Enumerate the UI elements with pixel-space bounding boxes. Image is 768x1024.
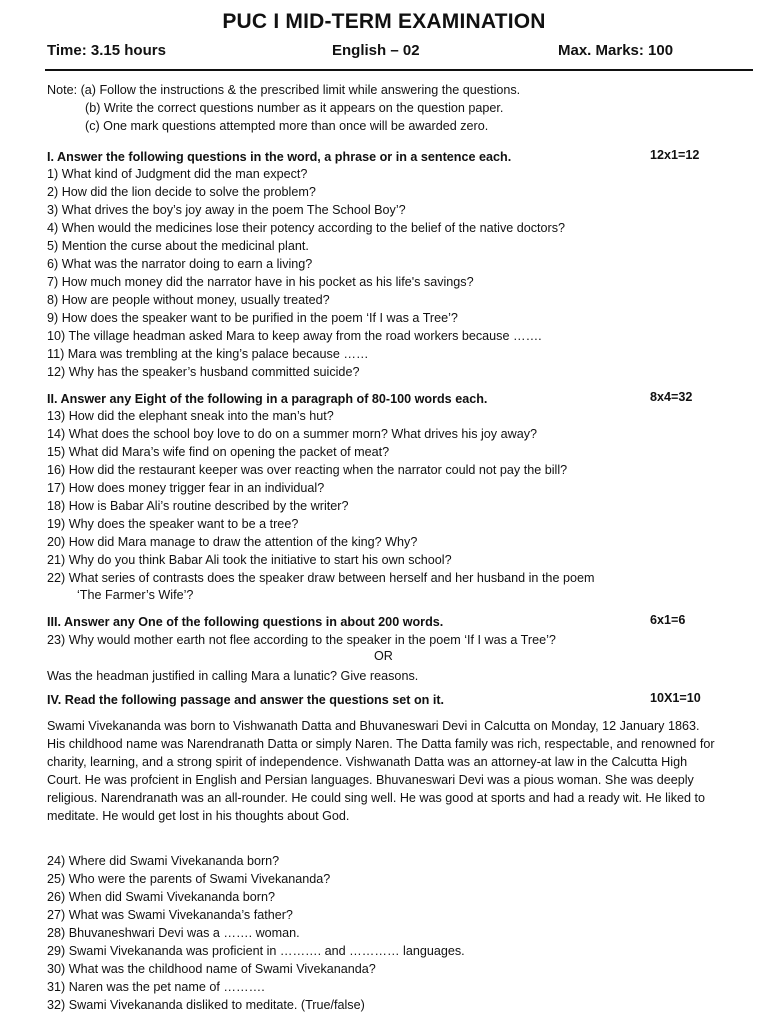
question-28: 28) Bhuvaneshwari Devi was a ……. woman. [47,926,300,940]
reading-passage: Swami Vivekananda was born to Vishwanath Datta and Bhuvaneswari Devi in Calcutta on Monday, 12 January 1863. His childhood name was Narendranath Datta or simply Naren. The Datta family was rich, respectable, and renowned for charity, learning, and a strong spirit of independence. Vishwanath Datta was an attorney-at law in the Calcutta High Court. He was profcient in English and Persian languages. Bhuvaneswari Devi was a pious woman. She was deeply religious. Narendranath was an all-rounder. He could sing well. He was good at sports and had a ready wit. He liked to meditate. He would get lost in his thoughts about God. [47,719,715,823]
question-23-alternative: Was the headman justified in calling Mara a lunatic? Give reasons. [47,669,419,683]
section-1-heading: I. Answer the following questions in the word, a phrase or in a sentence each. [47,150,512,164]
exam-max-marks: Max. Marks: 100 [558,42,674,59]
question-14: 14) What does the school boy love to do on a summer morn? What drives his joy away? [47,427,537,441]
question-8: 8) How are people without money, usually treated? [47,293,330,307]
question-20: 20) How did Mara manage to draw the attention of the king? Why? [47,535,418,549]
question-12: 12) Why has the speaker’s husband committed suicide? [47,365,360,379]
question-13: 13) How did the elephant sneak into the man’s hut? [47,409,334,423]
question-6: 6) What was the narrator doing to earn a living? [47,257,313,271]
exam-title: PUC I MID-TERM EXAMINATION [222,10,546,33]
exam-time: Time: 3.15 hours [47,42,166,59]
question-24: 24) Where did Swami Vivekananda born? [47,854,280,868]
section-4-heading: IV. Read the following passage and answer the questions set on it. [47,693,445,707]
question-10: 10) The village headman asked Mara to keep away from the road workers because ……. [47,329,542,343]
header-divider [45,69,753,71]
question-9: 9) How does the speaker want to be purified in the poem ‘If I was a Tree’? [47,311,458,325]
question-29: 29) Swami Vivekananda was proficient in ………. and ………… languages. [47,944,465,958]
section-3-marks: 6x1=6 [650,613,686,627]
question-27: 27) What was Swami Vivekananda’s father? [47,908,293,922]
question-21: 21) Why do you think Babar Ali took the initiative to start his own school? [47,553,452,567]
question-16: 16) How did the restaurant keeper was over reacting when the narrator could not pay the bill? [47,463,568,477]
section-3-heading: III. Answer any One of the following questions in about 200 words. [47,615,444,629]
note-b: (b) Write the correct questions number as it appears on the question paper. [85,101,504,115]
exam-subject: English – 02 [332,42,420,59]
question-31: 31) Naren was the pet name of ………. [47,980,265,994]
question-18: 18) How is Babar Ali’s routine described by the writer? [47,499,349,513]
question-22-continued: ‘The Farmer’s Wife’? [77,588,194,602]
question-25: 25) Who were the parents of Swami Vivekananda? [47,872,331,886]
section-1-marks: 12x1=12 [650,148,700,162]
or-separator: OR [374,649,393,663]
section-2-marks: 8x4=32 [650,390,693,404]
question-17: 17) How does money trigger fear in an individual? [47,481,325,495]
question-2: 2) How did the lion decide to solve the problem? [47,185,316,199]
question-19: 19) Why does the speaker want to be a tree? [47,517,299,531]
note-c: (c) One mark questions attempted more than once will be awarded zero. [85,119,489,133]
note-a: Note: (a) Follow the instructions & the prescribed limit while answering the questions. [47,83,521,97]
question-22: 22) What series of contrasts does the speaker draw between herself and her husband in the poem [47,571,595,585]
question-11: 11) Mara was trembling at the king’s palace because …… [47,347,369,361]
question-30: 30) What was the childhood name of Swami Vivekananda? [47,962,376,976]
question-4: 4) When would the medicines lose their potency according to the belief of the native doctors? [47,221,566,235]
question-3: 3) What drives the boy’s joy away in the poem The School Boy’? [47,203,406,217]
question-26: 26) When did Swami Vivekananda born? [47,890,275,904]
question-23: 23) Why would mother earth not flee according to the speaker in the poem ‘If I was a Tree’? [47,633,556,647]
question-7: 7) How much money did the narrator have in his pocket as his life's savings? [47,275,474,289]
section-4-marks: 10X1=10 [650,691,701,705]
question-32: 32) Swami Vivekananda disliked to meditate. (True/false) [47,998,365,1012]
question-5: 5) Mention the curse about the medicinal plant. [47,239,309,253]
question-15: 15) What did Mara’s wife find on opening the packet of meat? [47,445,390,459]
section-2-heading: II. Answer any Eight of the following in a paragraph of 80-100 words each. [47,392,488,406]
question-1: 1) What kind of Judgment did the man expect? [47,167,308,181]
